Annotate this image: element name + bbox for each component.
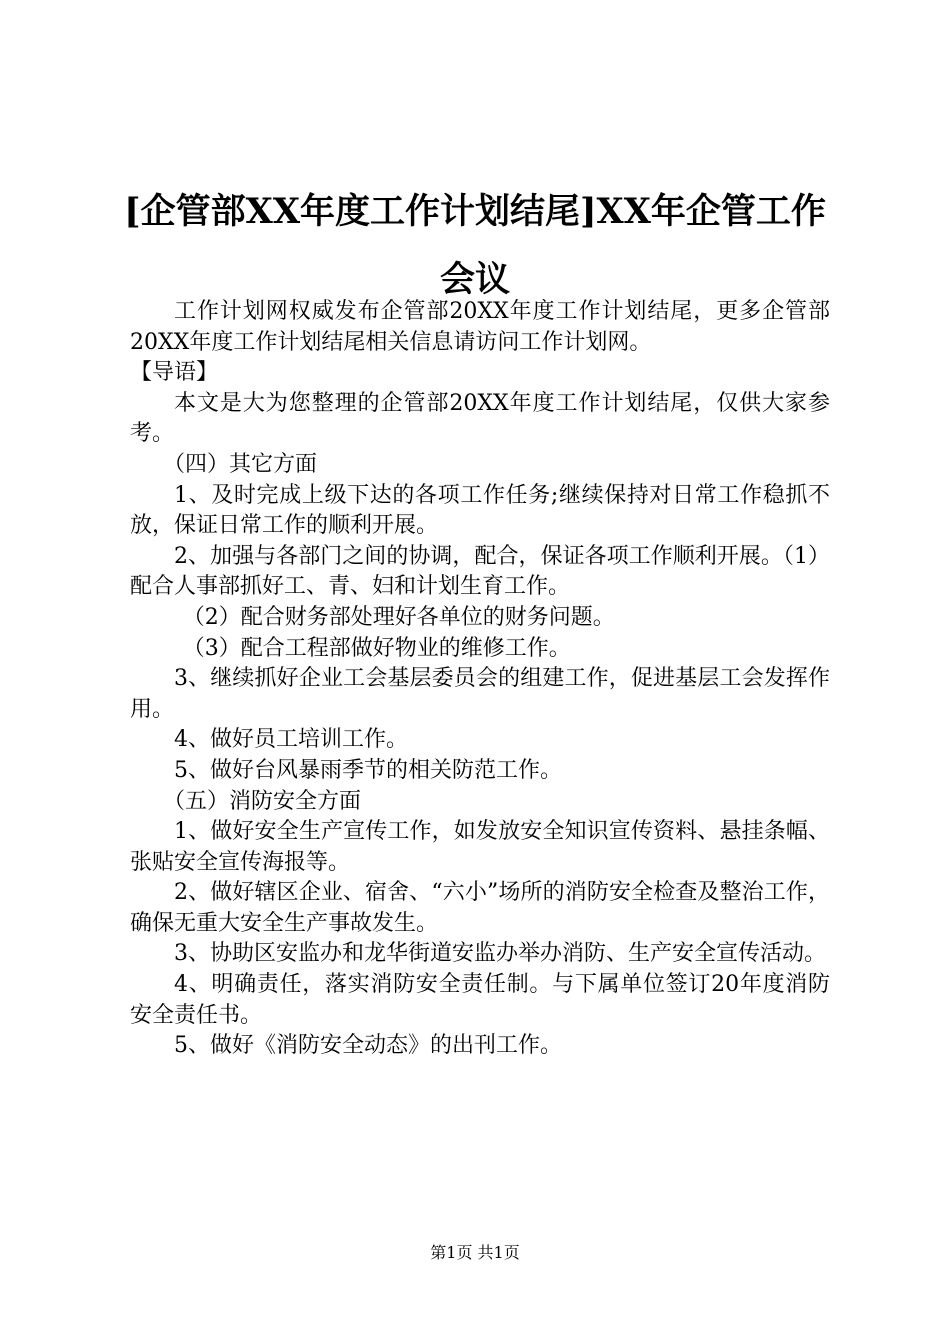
paragraph-item: 4、做好员工培训工作。 <box>174 727 408 753</box>
paragraph-item: （2）配合财务部处理好各单位的财务问题。 <box>182 604 615 630</box>
paragraph-item: 5、做好《消防安全动态》的出刊工作。 <box>174 1033 562 1059</box>
paragraph-intro: 工作计划网权威发布企管部20XX年度工作计划结尾，更多企管部20XX年度工作计划结尾相关信息请访问工作计划网。 <box>130 299 830 355</box>
paragraph-item: 2、做好辖区企业、宿舍、“六小”场所的消防安全检查及整治工作，确保无重大安全生产事故发生。 <box>130 880 830 936</box>
paragraph-item: 3、协助区安监办和龙华街道安监办举办消防、生产安全宣传活动。 <box>174 941 826 967</box>
paragraph-item: 2、加强与各部门之间的协调，配合，保证各项工作顺利开展。（1）配合人事部抓好工、青、妇和计划生育工作。 <box>130 543 830 600</box>
paragraph-summary: 本文是大为您整理的企管部20XX年度工作计划结尾，仅供大家参考。 <box>130 390 830 447</box>
paragraph-item: （3）配合工程部做好物业的维修工作。 <box>182 635 571 661</box>
section-heading-other: （四）其它方面 <box>163 451 318 477</box>
paragraph-item: 1、做好安全生产宣传工作，如发放安全知识宣传资料、悬挂条幅、张贴安全宣传海报等。 <box>130 819 830 875</box>
page-footer: 第1页 共1页 <box>430 1243 520 1262</box>
paragraph-item: 1、及时完成上级下达的各项工作任务;继续保持对日常工作稳抓不放，保证日常工作的顺利开展。 <box>130 482 830 539</box>
document-body <box>130 297 830 1062</box>
paragraph-item: 4、明确责任，落实消防安全责任制。与下属单位签订20年度消防安全责任书。 <box>130 972 830 1028</box>
paragraph-item: 5、做好台风暴雨季节的相关防范工作。 <box>174 757 562 783</box>
paragraph-item: 3、继续抓好企业工会基层委员会的组建工作，促进基层工会发挥作用。 <box>130 666 830 722</box>
section-heading-fire-safety: （五）消防安全方面 <box>163 788 362 814</box>
document-title: [企管部XX年度工作计划结尾]XX年企管工作会议 <box>124 191 826 300</box>
paragraph-guide-heading: 【导语】 <box>130 360 219 386</box>
